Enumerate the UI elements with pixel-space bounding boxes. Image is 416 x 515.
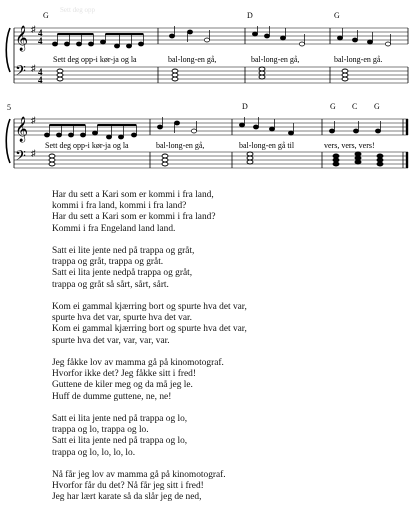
watermark: Sett deg opp	[60, 6, 95, 14]
lyric-line: Huff de dumme guttene, ne, ne!	[52, 391, 172, 402]
lyric-line: trappa og gråt, trappa og gråt.	[52, 257, 164, 268]
bass-staff-1	[14, 67, 408, 83]
bass-clef-icon: 𝄢	[15, 63, 26, 82]
stanza	[52, 470, 392, 504]
brace	[6, 119, 10, 163]
measure-number: 5	[7, 103, 11, 112]
key-sharp-icon: ♯	[31, 63, 36, 73]
lyric-line: spurte hva det var, var, var, var.	[52, 335, 170, 346]
lyric-line: Satt ei lita jente ned på trappa og lo,	[52, 436, 188, 447]
lyric-line: Kom ei gammal kjærring bort og spurte hva det var,	[52, 324, 247, 335]
key-sharp-icon: ♯	[31, 115, 36, 125]
svg-text:bal-long-en gå,: bal-long-en gå,	[168, 55, 217, 64]
lyric-line: spurte hva det var, spurte hva det var.	[52, 313, 192, 324]
svg-text:bal-long-en gå til: bal-long-en gå til	[239, 141, 295, 150]
lyric-line: Har du sett a Kari som er kommi i fra land?	[52, 212, 216, 223]
stanza	[52, 190, 392, 235]
stanza	[52, 302, 392, 347]
treble-staff-1	[14, 28, 408, 44]
bass-clef-icon: 𝄢	[15, 148, 26, 167]
lyric-line: Jeg har lært karate så da slår jeg de ned,	[52, 492, 202, 503]
lyric-line: Satt ei lita jente ned på trappa og lo,	[52, 414, 188, 424]
lyric-line: trappa og gråt så sårt, sårt, sårt.	[52, 279, 169, 290]
svg-text:G: G	[374, 102, 380, 111]
stanza	[52, 358, 392, 403]
lyric-line: Nå får jeg lov av mamma gå på kinomotograf.	[52, 470, 226, 480]
melody-1	[52, 26, 390, 48]
lyric-line: Guttene de kiler meg og da må jeg le.	[52, 380, 193, 391]
lyric-line: kommi i fra land, kommi i fra land?	[52, 201, 187, 212]
key-sharp-icon: ♯	[31, 24, 36, 34]
lyric-line: Jeg fåkke lov av mamma gå på kinomotograf.	[52, 358, 224, 368]
svg-text:G: G	[43, 11, 49, 20]
key-sharp-icon: ♯	[31, 148, 36, 158]
treble-clef-icon: 𝄞	[15, 116, 29, 141]
lyric-line: Kom ei gammal kjærring bort og spurte hva det var,	[52, 302, 247, 312]
system-2	[6, 102, 408, 168]
lyric-line: Satt ei lite jente ned på trappa og gråt,	[52, 246, 195, 256]
stanza	[52, 246, 392, 291]
svg-text:D: D	[247, 11, 253, 20]
brace	[6, 28, 10, 72]
svg-text:Sett deg opp-i kør-ja og la: Sett deg opp-i kør-ja og la	[53, 55, 137, 64]
svg-text:4: 4	[38, 75, 43, 85]
lyric-line: Satt ei lita jente nedpå trappa og gråt,	[52, 268, 193, 279]
svg-text:4: 4	[38, 28, 43, 38]
treble-clef-icon: 𝄞	[15, 25, 29, 50]
lyrics-line-1	[53, 55, 382, 64]
chord-symbols-2	[242, 102, 380, 111]
stanza	[52, 414, 392, 459]
melody-2	[44, 117, 380, 139]
svg-text:C: C	[352, 102, 358, 111]
svg-text:vers, vers, vers!: vers, vers, vers!	[324, 141, 375, 150]
svg-text:bal-long-en gå.: bal-long-en gå.	[334, 55, 383, 64]
lyric-line: Hvorfor får du det? Nå får jeg sitt i fred!	[52, 481, 204, 492]
sheet-music	[0, 0, 416, 185]
svg-text:4: 4	[38, 67, 43, 77]
lyric-line: Hvorfor ikke det? Jeg fåkke sitt i fred!	[52, 369, 196, 380]
svg-text:bal-long-en gå,: bal-long-en gå,	[156, 141, 205, 150]
system-1	[6, 11, 408, 85]
svg-text:Sett deg opp-i kør-ja og la: Sett deg opp-i kør-ja og la	[45, 141, 129, 150]
lyric-line: Har du sett a Kari som er kommi i fra land,	[52, 190, 214, 200]
lyric-line: trappa og lo, trappa og lo.	[52, 425, 149, 436]
svg-text:4: 4	[38, 36, 43, 46]
lyric-line: Kommi i fra Engeland land land.	[52, 223, 176, 234]
svg-text:bal-long-en gå,: bal-long-en gå,	[251, 55, 300, 64]
bass-staff-2	[14, 152, 408, 168]
svg-text:D: D	[242, 102, 248, 111]
lyric-line: trappa og lo, lo, lo, lo.	[52, 447, 136, 458]
svg-text:G: G	[334, 11, 340, 20]
lyrics-text	[52, 190, 392, 515]
time-signature	[38, 28, 43, 85]
lyrics-line-2	[45, 141, 375, 150]
svg-text:G: G	[330, 102, 336, 111]
